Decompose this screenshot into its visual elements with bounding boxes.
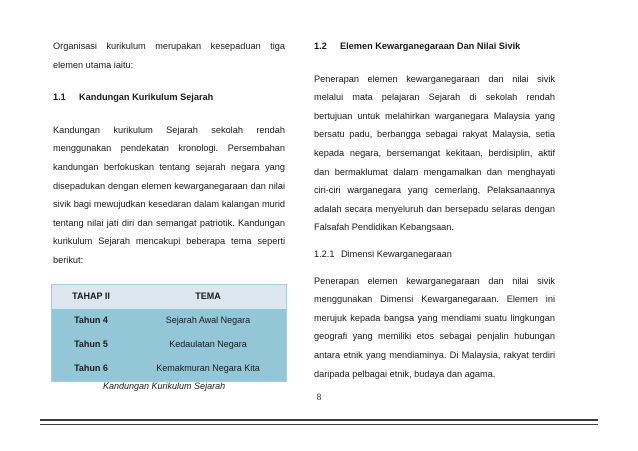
intro-paragraph: Organisasi kurikulum merupakan kesepaduan tiga elemen utama iaitu:	[53, 41, 285, 70]
table-row	[52, 333, 286, 357]
table-cell-theme: Sejarah Awal Negara	[130, 309, 286, 333]
table-header-cell: TAHAP II	[52, 285, 130, 309]
section-title: Elemen Kewarganegaraan Dan Nilai Sivik	[340, 41, 521, 51]
dimension-paragraph: Penerapan elemen kewarganegaraan dan nilai sivik menggunakan Dimensi Kewarganegaraan. Elemen ini merujuk kepada bangsa yang mendiami suatu lingkungan geografi yang memiliki etos sebagai penjalin hubungan antara etnik yang mendiaminya. Di Malaysia, rakyat terdiri daripada pelbagai etnik, budaya dan agama.	[314, 275, 555, 379]
table-cell-year: Tahun 4	[52, 309, 130, 333]
table-cell-year: Tahun 6	[52, 357, 130, 381]
subsection-heading-1-2-1	[314, 245, 555, 264]
table-header-cell: TEMA	[130, 285, 286, 309]
table-cell-theme: Kemakmuran Negara Kita	[130, 357, 286, 381]
footer-rule-thick	[40, 419, 598, 421]
page-number: 8	[316, 392, 322, 402]
table-cell-year: Tahun 5	[52, 333, 130, 357]
table-header-row	[52, 285, 286, 309]
section-number: 1.2	[314, 41, 327, 51]
table-row	[52, 357, 286, 381]
section-number: 1.1	[53, 92, 66, 103]
section-title: Kandungan Kurikulum Sejarah	[79, 92, 214, 103]
footer-rule-thin	[40, 424, 598, 425]
right-column	[314, 37, 555, 383]
section-heading-1-2	[314, 37, 555, 56]
subsection-title: Dimensi Kewarganegaraan	[341, 248, 452, 259]
curriculum-paragraph: Kandungan kurikulum Sejarah sekolah rendah menggunakan pendekatan kronologi. Persembahan kandungan berfokuskan tentang sejarah negara yang disepadukan dengan elemen kewarganegaraan dan nilai sivik bagi mewujudkan kesedaran dalam kalangan murid tentang nilai jati diri dan semangat patriotik. Kandungan kurikulum Sejarah mencakupi beberapa tema seperti berikut:	[53, 124, 285, 265]
civics-paragraph: Penerapan elemen kewarganegaraan dan nilai sivik melalui mata pelajaran Sejarah di sekolah rendah bertujuan untuk melahirkan warganegara Malaysia yang bersatu padu, berbangga sebagai rakyat Malaysia, setia kepada negara, bersemangat kekitaan, berdisiplin, aktif dan bermaklumat dalam mengamalkan dan menghayati ciri-ciri warganegara yang cemerlang. Pelaksanaannya adalah secara menyeluruh dan bersepadu selaras dengan Falsafah Pendidikan Kebangsaan.	[314, 73, 555, 233]
table-cell-theme: Kedaulatan Negara	[130, 333, 286, 357]
table-row	[52, 309, 286, 333]
subsection-number: 1.2.1	[314, 248, 335, 259]
theme-table	[52, 285, 286, 381]
table-caption: Kandungan Kurikulum Sejarah	[103, 380, 226, 391]
section-heading-1-1	[53, 88, 285, 107]
left-column	[53, 37, 285, 393]
